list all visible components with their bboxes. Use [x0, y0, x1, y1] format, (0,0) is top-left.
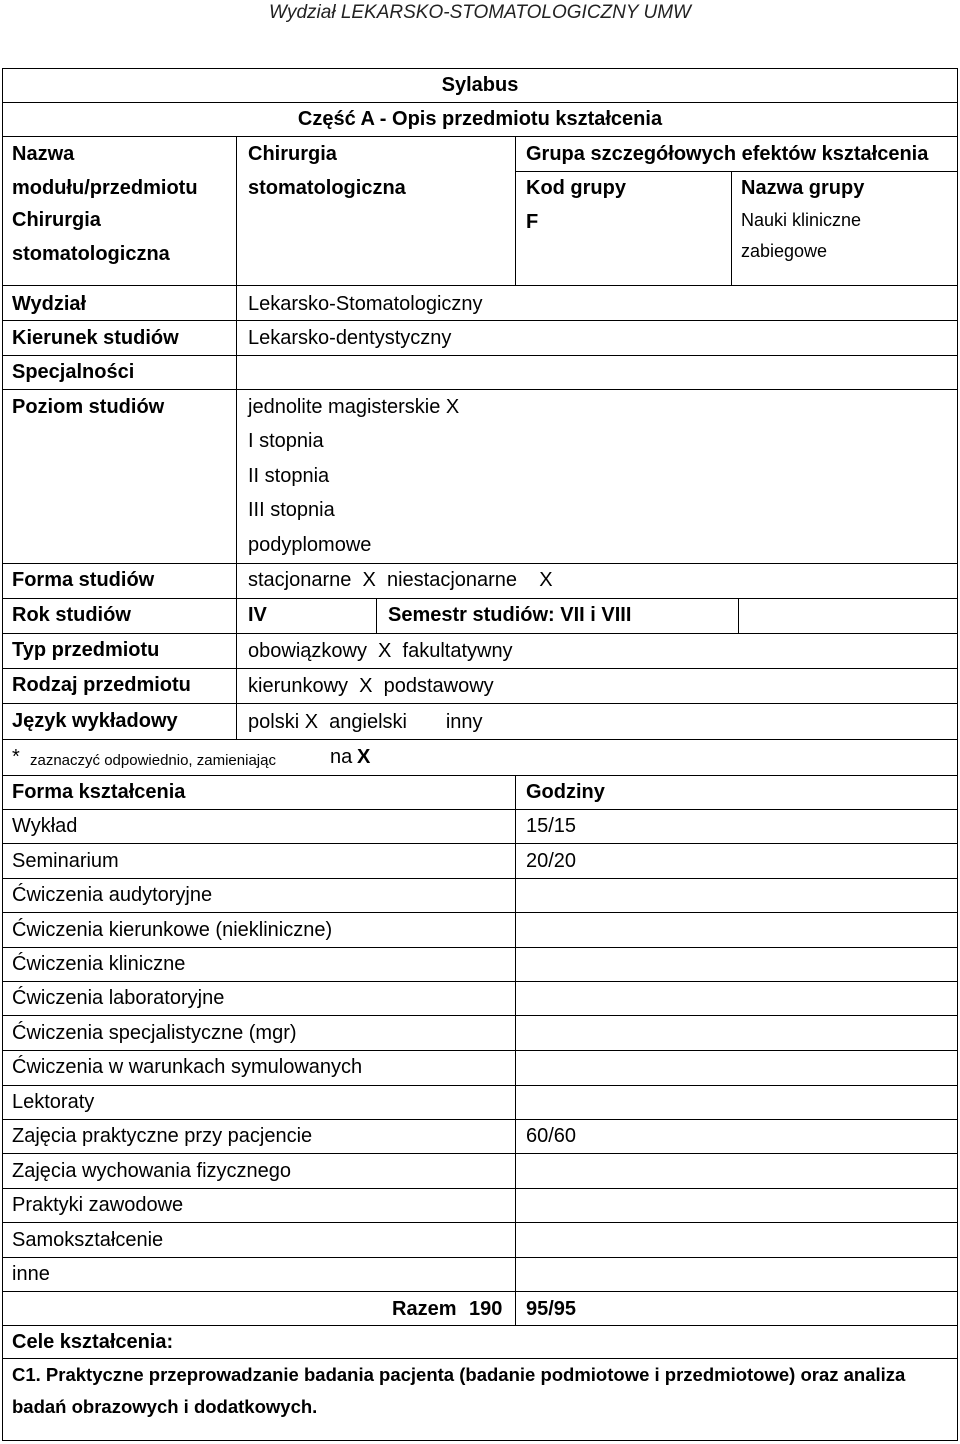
kierunek-label: Kierunek studiów [12, 327, 179, 349]
note-star: * [12, 746, 20, 768]
hours-row-form: Praktyki zawodowe [12, 1194, 184, 1216]
rule-row-6 [2, 1015, 958, 1016]
rule-row-7 [2, 1050, 958, 1051]
rule-row-3 [2, 912, 958, 913]
rule-wydzial [2, 320, 958, 321]
rule-note [2, 775, 958, 776]
rule-specjalnosci [2, 389, 958, 390]
module-value-line-1: Chirurgia [248, 143, 337, 165]
forma-value: stacjonarne X niestacjonarne X [248, 569, 553, 591]
hours-row-form: Zajęcia praktyczne przy pacjencie [12, 1125, 313, 1147]
syllabus-title: Sylabus [441, 74, 519, 96]
group-code-label: Kod grupy [526, 177, 626, 199]
rule-goals-heading [2, 1358, 958, 1359]
rule-subtitle [2, 136, 958, 137]
rok-value: IV [248, 604, 267, 626]
col-semestr-divider-left [376, 598, 377, 633]
rule-title [2, 102, 958, 103]
semestr-value: Semestr studiów: VII i VIII [388, 604, 632, 626]
border-left [2, 68, 3, 1441]
col-group-name-divider [731, 171, 732, 286]
hours-row-form: Ćwiczenia specjalistyczne (mgr) [12, 1022, 297, 1044]
hours-row-form: Samokształcenie [12, 1229, 164, 1251]
group-code-value: F [526, 211, 539, 233]
col-label-divider-top [236, 136, 237, 286]
hours-row-form: Ćwiczenia kierunkowe (niekliniczne) [12, 919, 333, 941]
note-text: zaznaczyć odpowiednio, zamieniając [30, 752, 276, 769]
module-label-line-2: modułu/przedmiotu [12, 177, 198, 199]
poziom-label: Poziom studiów [12, 396, 165, 418]
goals-heading: Cele kształcenia: [12, 1331, 174, 1353]
border-bottom [2, 1440, 958, 1441]
rule-rok [2, 633, 958, 634]
rodzaj-value: kierunkowy X podstawowy [248, 675, 494, 697]
rule-row-13 [2, 1257, 958, 1258]
note-mark: X [357, 746, 371, 768]
module-label-line-4: stomatologiczna [12, 243, 170, 265]
rule-row-5 [2, 981, 958, 982]
total-label: Razem [392, 1298, 457, 1320]
syllabus-subtitle: Część A - Opis przedmiotu kształcenia [297, 108, 663, 130]
rule-poziom [2, 563, 958, 564]
hours-row-form: Ćwiczenia kliniczne [12, 953, 186, 975]
goal-c1-line-2: badań obrazowych i dodatkowych. [12, 1396, 318, 1417]
rodzaj-label: Rodzaj przedmiotu [12, 674, 191, 696]
group-name-value-line-2: zabiegowe [741, 241, 828, 261]
hours-row-value: 60/60 [526, 1125, 577, 1147]
typ-label: Typ przedmiotu [12, 639, 160, 661]
hours-row-form: Lektoraty [12, 1091, 95, 1113]
rule-row-9 [2, 1119, 958, 1120]
hours-header-hours: Godziny [526, 781, 605, 803]
rule-row-11 [2, 1188, 958, 1189]
rule-total [2, 1325, 958, 1326]
poziom-option-1: jednolite magisterskie X [248, 396, 460, 418]
rok-label: Rok studiów [12, 604, 131, 626]
wydzial-label: Wydział [12, 293, 87, 315]
note-suffix: na [330, 746, 353, 768]
module-label-line-3: Chirurgia [12, 209, 101, 231]
hours-row-form: Ćwiczenia audytoryjne [12, 884, 213, 906]
rule-typ [2, 668, 958, 669]
group-heading: Grupa szczegółowych efektów kształcenia [526, 143, 929, 165]
rule-row-2 [2, 878, 958, 879]
rule-group-heading [515, 171, 958, 172]
poziom-option-5: podyplomowe [248, 534, 372, 556]
poziom-option-2: I stopnia [248, 430, 324, 452]
module-value-line-2: stomatologiczna [248, 177, 406, 199]
typ-value: obowiązkowy X fakultatywny [248, 640, 513, 662]
hours-row-form: inne [12, 1263, 50, 1285]
rule-row-10 [2, 1153, 958, 1154]
col-label-divider-info [236, 285, 237, 740]
rule-module [2, 285, 958, 286]
rule-kierunek [2, 355, 958, 356]
col-hours-divider [515, 775, 516, 1326]
group-name-value-line-1: Nauki kliniczne [741, 210, 862, 230]
total-value: 190 [469, 1298, 503, 1320]
poziom-option-4: III stopnia [248, 499, 335, 521]
rule-row-1 [2, 843, 958, 844]
jezyk-label: Język wykładowy [12, 710, 178, 732]
hours-row-form: Wykład [12, 815, 78, 837]
col-semestr-divider-right [738, 598, 739, 633]
hours-row-form: Ćwiczenia w warunkach symulowanych [12, 1056, 363, 1078]
total-hours: 95/95 [526, 1298, 577, 1320]
border-top [2, 68, 958, 69]
hours-row-form: Zajęcia wychowania fizycznego [12, 1160, 292, 1182]
wydzial-value: Lekarsko-Stomatologiczny [248, 293, 483, 315]
hours-row-form: Seminarium [12, 850, 119, 872]
hours-row-value: 15/15 [526, 815, 577, 837]
rule-jezyk [2, 739, 958, 740]
rule-row-4 [2, 947, 958, 948]
hours-header-form: Forma kształcenia [12, 781, 186, 803]
rule-rodzaj [2, 703, 958, 704]
hours-row-form: Ćwiczenia laboratoryjne [12, 987, 225, 1009]
poziom-option-3: II stopnia [248, 465, 330, 487]
col-group-divider [515, 136, 516, 286]
rule-row-8 [2, 1085, 958, 1086]
hours-row-value: 20/20 [526, 850, 577, 872]
border-right [957, 68, 958, 1441]
page-header: Wydział LEKARSKO-STOMATOLOGICZNY UMW [269, 2, 691, 23]
rule-hours-header [2, 809, 958, 810]
rule-row-12 [2, 1222, 958, 1223]
rule-row-14 [2, 1291, 958, 1292]
specjalnosci-label: Specjalności [12, 361, 135, 383]
kierunek-value: Lekarsko-dentystyczny [248, 327, 452, 349]
rule-forma [2, 598, 958, 599]
jezyk-value: polski X angielski inny [248, 711, 483, 733]
forma-label: Forma studiów [12, 569, 155, 591]
group-name-label: Nazwa grupy [741, 177, 865, 199]
module-label-line-1: Nazwa [12, 143, 75, 165]
goal-c1-line-1: C1. Praktyczne przeprowadzanie badania pacjenta (badanie podmiotowe i przedmiotowe) oraz analiza [12, 1364, 906, 1385]
